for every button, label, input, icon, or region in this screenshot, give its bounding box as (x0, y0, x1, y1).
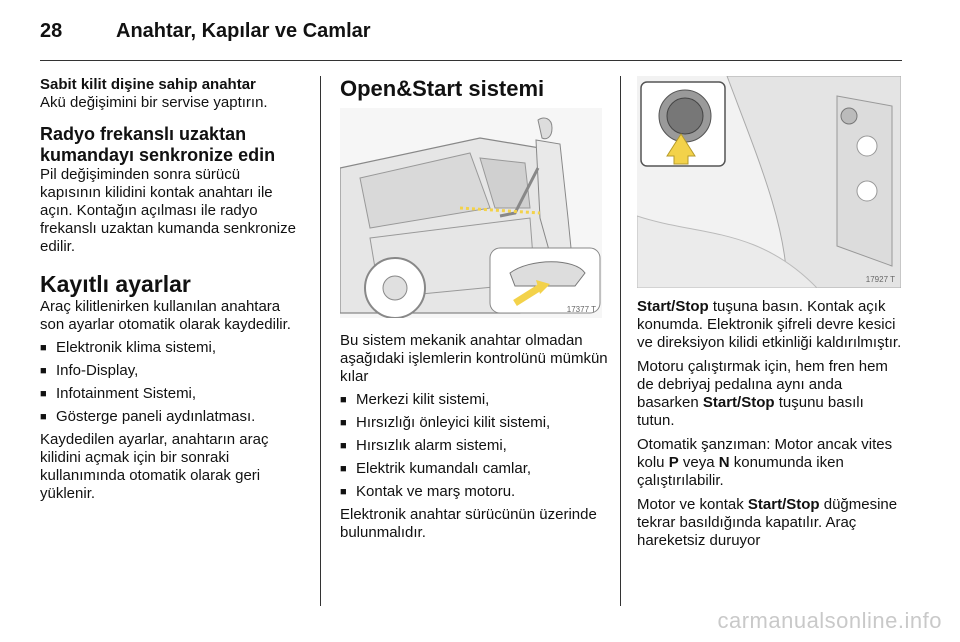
figure-start-stop (637, 76, 901, 288)
paragraph-automatic: Otomatik şanzıman: Motor ancak vites kolu P veya N konumunda iken çalıştırılabilir. (637, 436, 893, 489)
section-heading-open-start: Open&Start sistemi (340, 76, 545, 101)
section-heading-sync: Radyo frekanslı uzaktan kumandayı senkronize edin (40, 124, 276, 165)
gear-n: N (718, 454, 730, 471)
header-rule (40, 60, 902, 61)
paragraph-intro: Bu sistem mekanik anahtar olmadan aşağıdaki işlemlerin kontrolünü mümkün kılar (340, 332, 608, 385)
page-title: Anahtar, Kapılar ve Camlar (116, 20, 371, 42)
list-item: ■ Hırsızlığı önleyici kilit sistemi, (340, 414, 610, 432)
section-heading-saved-settings: Kayıtlı ayarlar (40, 271, 191, 297)
saved-settings-list (40, 339, 302, 426)
column-1 (40, 76, 302, 503)
list-item: ■ Info-Display, (40, 362, 302, 380)
figure-id: 17927 T (865, 275, 895, 284)
open-start-list (340, 391, 610, 501)
paragraph-engine-stop: Motor ve kontak Start/Stop düğmesine tekrar basıldığında kapatılır. Araç hareketsiz duruyor (637, 496, 898, 549)
start-stop-illustration (637, 76, 901, 288)
paragraph-spare-key: Akü değişimini bir servise yaptırın. (40, 94, 268, 111)
list-item: ■ Infotainment Sistemi, (40, 385, 302, 403)
gear-p: P (668, 454, 679, 471)
watermark: carmanualsonline.info (717, 608, 942, 633)
paragraph-restore: Kaydedilen ayarlar, anahtarın araç kilidini açmak için bir sonraki kullanımında otomatik olarak geri yüklenir. (40, 431, 269, 502)
paragraph-engine-start: Motoru çalıştırmak için, hem fren hem de debriyaj pedalına aynı anda basarken Start/Stop tuşunu basılı tutun. (637, 358, 888, 429)
column-divider-2 (620, 76, 621, 606)
button-label: Start/Stop (747, 496, 820, 513)
column-2 (340, 76, 610, 102)
list-item: ■ Kontak ve marş motoru. (340, 483, 610, 501)
paragraph-press-start-stop: Start/Stop tuşuna basın. Kontak açık konumda. Elektronik şifreli devre kesici ve direksiyon kilidi etkinliği kaldırılmıştır. (637, 298, 902, 351)
button-label: Start/Stop (702, 394, 775, 411)
column-2-text (340, 332, 610, 542)
page-number: 28 (40, 20, 63, 42)
section-heading-spare-key: Sabit kilit dişine sahip anahtar (40, 76, 256, 93)
list-item: ■ Elektronik klima sistemi, (40, 339, 302, 357)
car-door-illustration (340, 108, 602, 318)
column-divider-1 (320, 76, 321, 606)
button-label: Start/Stop (637, 298, 709, 315)
column-3-text (637, 298, 905, 550)
paragraph-key-location: Elektronik anahtar sürücünün üzerinde bulunmalıdır. (340, 506, 597, 541)
list-item: ■ Elektrik kumandalı camlar, (340, 460, 610, 478)
list-item: ■ Merkezi kilit sistemi, (340, 391, 610, 409)
list-item: ■ Hırsızlık alarm sistemi, (340, 437, 610, 455)
figure-id: 17377 T (566, 305, 596, 314)
list-item: ■ Gösterge paneli aydınlatması. (40, 408, 302, 426)
paragraph-saved-settings: Araç kilitlenirken kullanılan anahtara son ayarlar otomatik olarak kaydedilir. (40, 298, 291, 333)
paragraph-sync: Pil değişiminden sonra sürücü kapısının kilidini kontak anahtarı ile açın. Kontağın açılması ile radyo frekanslı uzaktan kumanda senkronize edilir. (40, 166, 296, 255)
figure-car-door (340, 108, 602, 318)
